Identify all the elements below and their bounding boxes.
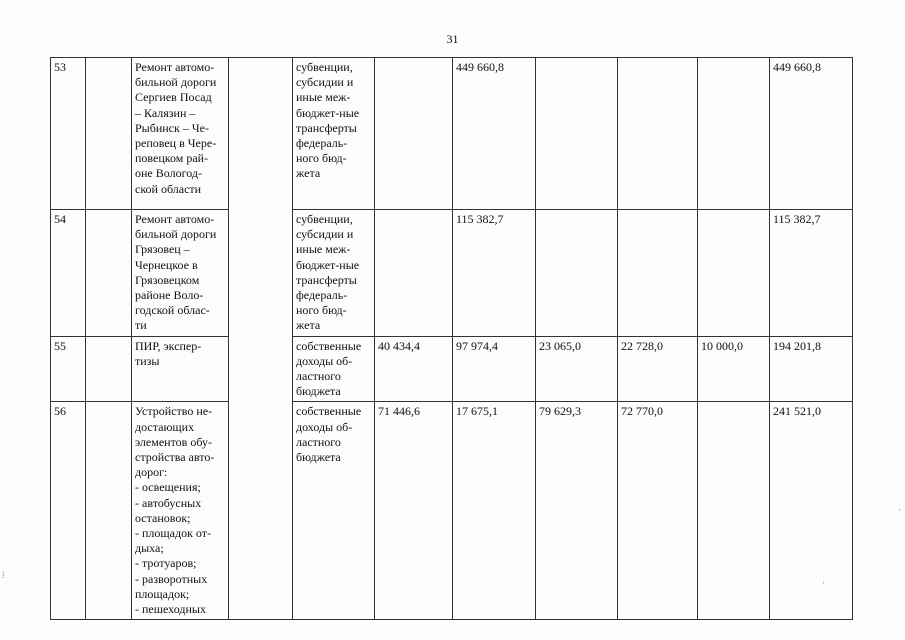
- funding-source-cell: [293, 210, 375, 337]
- value-cell: [618, 58, 698, 210]
- row-index-cell: 53: [51, 58, 86, 210]
- item-name-line: дыха;: [135, 541, 164, 556]
- item-name-line: – Калязин –: [135, 105, 196, 120]
- item-name-line: районе Воло-: [135, 288, 204, 303]
- total-value-cell: 241 521,0: [770, 402, 853, 620]
- item-name-line: площадок;: [135, 586, 190, 601]
- funding-source-line: трансферты: [296, 120, 357, 135]
- value-cell: 79 629,3: [536, 402, 618, 620]
- value-cell: 10 000,0: [698, 336, 770, 402]
- item-name-line: достающих: [135, 419, 195, 434]
- budget-table: [50, 57, 853, 620]
- row-index-cell: 56: [51, 402, 86, 620]
- item-name-line: - тротуаров;: [135, 556, 197, 571]
- table-row: [51, 210, 853, 337]
- funding-source-cell: [293, 336, 375, 402]
- merged-empty-column: [229, 58, 293, 620]
- funding-source-line: бюджета: [296, 384, 341, 399]
- value-cell: [536, 58, 618, 210]
- value-cell: [536, 210, 618, 337]
- item-name-cell: [132, 58, 229, 210]
- value-cell: 72 770,0: [618, 402, 698, 620]
- funding-source-line: бюджет-ные: [296, 105, 360, 120]
- table-body: [51, 58, 853, 620]
- total-value-cell: 194 201,8: [770, 336, 853, 402]
- total-value-cell: 449 660,8: [770, 58, 853, 210]
- value-cell: [698, 210, 770, 337]
- funding-source-line: субвенции,: [296, 212, 353, 226]
- item-name-line: элементов обу-: [135, 434, 212, 449]
- empty-cell: [86, 210, 132, 337]
- item-name-line: годской облас-: [135, 303, 210, 318]
- funding-source-line: трансферты: [296, 272, 357, 287]
- item-name-line: дорог:: [135, 465, 168, 480]
- empty-cell: [86, 58, 132, 210]
- item-name-line: Ремонт автомо-: [135, 212, 215, 226]
- value-cell: 22 728,0: [618, 336, 698, 402]
- funding-source-line: субсидии и: [296, 227, 354, 242]
- funding-source-line: бюджет-ные: [296, 257, 360, 272]
- funding-source-line: ного бюд-: [296, 303, 347, 318]
- funding-source-line: субвенции,: [296, 60, 353, 74]
- funding-source-line: ластного: [296, 434, 341, 449]
- row-index-cell: 54: [51, 210, 86, 337]
- item-name-line: ти: [135, 318, 147, 333]
- value-cell: 40 434,4: [375, 336, 453, 402]
- value-cell: 115 382,7: [453, 210, 536, 337]
- item-name-line: бильной дороги: [135, 227, 217, 242]
- total-value-cell: 115 382,7: [770, 210, 853, 337]
- value-cell: [375, 58, 453, 210]
- funding-source-line: бюджета: [296, 450, 341, 465]
- table-row: [51, 402, 853, 620]
- funding-source-cell: [293, 402, 375, 620]
- funding-source-line: федераль-: [296, 288, 348, 303]
- item-name-line: тизы: [135, 353, 160, 368]
- item-name-line: Ремонт автомо-: [135, 60, 215, 74]
- scan-mark: ·: [822, 578, 825, 588]
- funding-source-line: жета: [296, 318, 321, 333]
- value-cell: 449 660,8: [453, 58, 536, 210]
- item-name-cell: [132, 402, 229, 620]
- item-name-line: ПИР, экспер-: [135, 338, 202, 353]
- item-name-cell: [132, 336, 229, 402]
- item-name-line: Чернецкое в: [135, 257, 198, 272]
- funding-source-line: иные меж-: [296, 90, 351, 105]
- value-cell: [698, 402, 770, 620]
- funding-source-line: ластного: [296, 369, 341, 384]
- item-name-line: повецком рай-: [135, 151, 209, 166]
- funding-source-line: собственные: [296, 338, 362, 353]
- funding-source-line: доходы об-: [296, 419, 353, 434]
- item-name-line: стройства авто-: [135, 450, 215, 465]
- row-index-cell: 55: [51, 336, 86, 402]
- funding-source-line: ного бюд-: [296, 151, 347, 166]
- table-row: [51, 336, 853, 402]
- item-name-cell: [132, 210, 229, 337]
- item-name-line: - разворотных: [135, 571, 208, 586]
- funding-source-line: федераль-: [296, 136, 348, 151]
- funding-source-line: жета: [296, 166, 321, 181]
- item-name-line: - освещения;: [135, 480, 201, 495]
- item-name-line: - автобусных: [135, 495, 202, 510]
- item-name-line: Сергиев Посад: [135, 90, 212, 105]
- item-name-line: Грязовец –: [135, 242, 190, 257]
- value-cell: 71 446,6: [375, 402, 453, 620]
- table-row: [51, 58, 853, 210]
- funding-source-cell: [293, 58, 375, 210]
- empty-cell: [86, 336, 132, 402]
- empty-cell: [86, 402, 132, 620]
- item-name-line: ской области: [135, 181, 202, 196]
- funding-source-line: доходы об-: [296, 353, 353, 368]
- scan-mark: ⁞: [2, 570, 5, 580]
- item-name-line: бильной дороги: [135, 75, 217, 90]
- scan-mark: ·: [898, 505, 901, 515]
- item-name-line: остановок;: [135, 510, 191, 525]
- value-cell: [698, 58, 770, 210]
- value-cell: 23 065,0: [536, 336, 618, 402]
- item-name-line: Устройство не-: [135, 404, 213, 419]
- funding-source-line: иные меж-: [296, 242, 351, 257]
- funding-source-line: собственные: [296, 404, 362, 419]
- item-name-line: Грязовецком: [135, 272, 200, 287]
- value-cell: 97 974,4: [453, 336, 536, 402]
- value-cell: [618, 210, 698, 337]
- item-name-line: Рыбинск – Че-: [135, 120, 209, 135]
- item-name-line: - пешеходных: [135, 602, 206, 617]
- item-name-line: оне Вологод-: [135, 166, 202, 181]
- value-cell: 17 675,1: [453, 402, 536, 620]
- value-cell: [375, 210, 453, 337]
- item-name-line: реповец в Чере-: [135, 136, 217, 151]
- funding-source-line: субсидии и: [296, 75, 354, 90]
- page-number: 31: [446, 32, 459, 46]
- item-name-line: - площадок от-: [135, 526, 211, 541]
